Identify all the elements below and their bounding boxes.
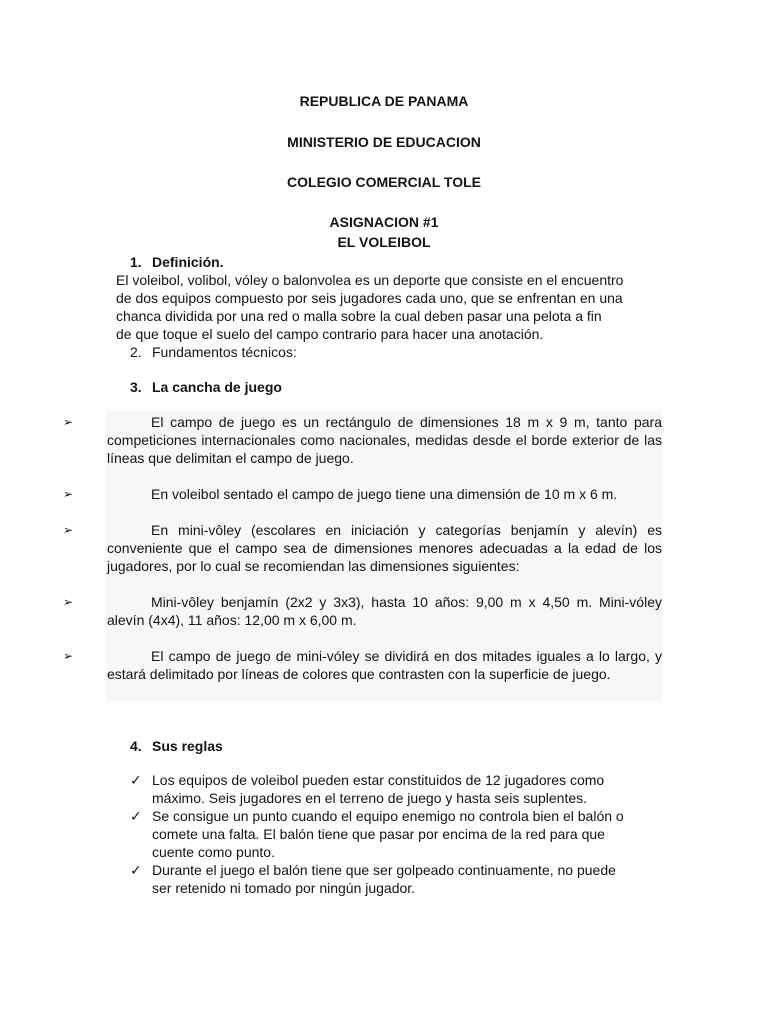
rule-line: comete una falta. El balón tiene que pasar por encima de la red para que — [152, 826, 605, 842]
arrow-bullet-icon: ➢ — [63, 415, 74, 429]
paragraph-line: de dos equipos compuesto por seis jugadores cada uno, que se enfrentan en una — [116, 290, 623, 306]
rule-item — [152, 861, 662, 897]
section-3-heading: La cancha de juego — [152, 379, 282, 395]
checkmark-icon: ✓ — [130, 808, 142, 824]
arrow-bullet-icon: ➢ — [63, 595, 74, 609]
section-1-paragraph — [116, 271, 676, 343]
ministry-title: MINISTERIO DE EDUCACION — [287, 134, 481, 150]
rule-line: cuente como punto. — [152, 844, 275, 860]
court-bullet — [63, 521, 662, 575]
bullet-text: En voleibol sentado el campo de juego tiene una dimensión de 10 m x 6 m. — [151, 486, 618, 502]
rule-line: Se consigue un punto cuando el equipo enemigo no controla bien el balón o — [152, 808, 624, 824]
arrow-bullet-icon: ➢ — [63, 649, 74, 663]
section-4-heading: Sus reglas — [152, 738, 223, 754]
rule-line: ser retenido ni tomado por ningún jugador. — [152, 880, 416, 896]
topic-title: EL VOLEIBOL — [337, 234, 431, 250]
bullet-text: En mini-vôley (escolares en iniciación y categorías benjamín y alevín) es conveniente que el campo sea de dimensiones menores adecuadas a la edad de los jugadores, por lo cual se recomiendan las dimensiones siguientes: — [107, 522, 662, 574]
arrow-bullet-icon: ➢ — [63, 523, 74, 537]
court-bullet — [63, 647, 662, 683]
bullet-text: Mini-vôley benjamín (2x2 y 3x3), hasta 10 años: 9,00 m x 4,50 m. Mini-vóley alevín (4x4), 11 años: 12,00 m x 6,00 m. — [107, 594, 662, 628]
checkmark-icon: ✓ — [130, 772, 142, 788]
section-3-number: 3. — [130, 379, 142, 395]
country-title: REPUBLICA DE PANAMA — [299, 93, 469, 109]
arrow-bullet-icon: ➢ — [63, 487, 74, 501]
paragraph-line: de que toque el suelo del campo contrario para hacer una anotación. — [116, 326, 544, 342]
paragraph-line: El voleibol, volibol, vóley o balonvolea es un deporte que consiste en el encuentro — [116, 272, 624, 288]
section-4-number: 4. — [130, 738, 142, 754]
court-bullet — [63, 593, 662, 629]
section-2-heading: Fundamentos técnicos: — [152, 344, 297, 360]
rule-item — [152, 771, 662, 807]
section-1-number: 1. — [130, 254, 142, 270]
court-bullet — [63, 485, 662, 503]
rule-line: Los equipos de voleibol pueden estar constituidos de 12 jugadores como — [152, 772, 605, 788]
section-2-number: 2. — [130, 344, 142, 360]
rule-line: Durante el juego el balón tiene que ser golpeado continuamente, no puede — [152, 862, 616, 878]
rule-line: máximo. Seis jugadores en el terreno de juego y hasta seis suplentes. — [152, 790, 588, 806]
bullet-text: El campo de juego de mini-vóley se dividirá en dos mitades iguales a lo largo, y estará delimitado por líneas de colores que contrasten con la superficie de juego. — [107, 648, 662, 682]
school-title: COLEGIO COMERCIAL TOLE — [287, 174, 481, 190]
bullet-text: El campo de juego es un rectángulo de dimensiones 18 m x 9 m, tanto para competiciones internacionales como nacionales, medidas desde el borde exterior de las líneas que delimitan el campo de juego. — [107, 414, 662, 466]
section-1-heading: Definición. — [152, 254, 224, 270]
checkmark-icon: ✓ — [130, 862, 142, 878]
paragraph-line: chanca dividida por una red o malla sobre la cual deben pasar una pelota a fin — [116, 308, 602, 324]
court-bullet — [63, 413, 662, 467]
assignment-title: ASIGNACION #1 — [329, 214, 439, 230]
rule-item — [152, 807, 662, 861]
